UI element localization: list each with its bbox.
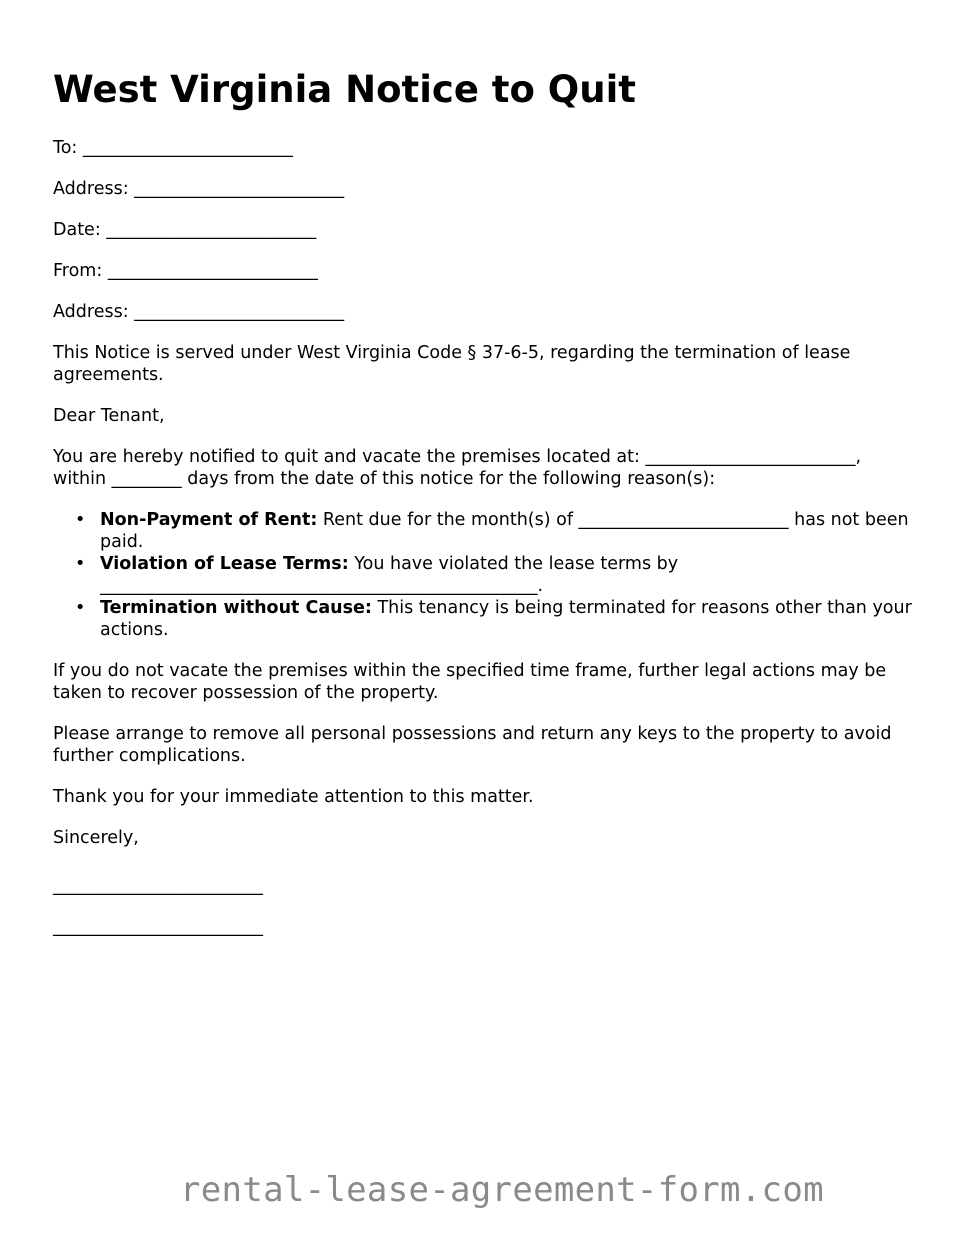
reason-text: Rent due for the month(s) of ________________________ has not been paid.	[100, 510, 909, 552]
reason-non-payment	[75, 509, 913, 553]
date-field: Date: ________________________	[53, 220, 317, 240]
reason-label: Non-Payment of Rent:	[100, 510, 318, 530]
notice-paragraph: You are hereby notified to quit and vacate the premises located at: ________________________, within ________ days from the date of this notice for the following reason(s):	[53, 447, 862, 489]
reason-label: Termination without Cause:	[100, 598, 372, 618]
bullet-icon: •	[75, 510, 86, 530]
bullet-icon: •	[75, 598, 86, 618]
bullet-icon: •	[75, 554, 86, 574]
to-field: To: ________________________	[53, 138, 293, 158]
thanks-paragraph: Thank you for your immediate attention to this matter.	[53, 787, 534, 807]
address-field-sender: Address: ________________________	[53, 302, 345, 322]
greeting: Dear Tenant,	[53, 406, 165, 426]
reason-label: Violation of Lease Terms:	[100, 554, 349, 574]
document-body	[53, 137, 913, 938]
reasons-list	[53, 509, 913, 641]
served-paragraph: This Notice is served under West Virginia Code § 37-6-5, regarding the termination of lease agreements.	[53, 343, 851, 385]
closing: Sincerely,	[53, 828, 139, 848]
document-title: West Virginia Notice to Quit	[53, 68, 636, 111]
reason-text: You have violated the lease terms by __________________________________________________.	[100, 554, 679, 596]
name-line: ________________________	[53, 917, 263, 937]
signature-line: ________________________	[53, 876, 263, 896]
reason-without-cause	[75, 597, 913, 641]
from-field: From: ________________________	[53, 261, 318, 281]
address-field-recipient: Address: ________________________	[53, 179, 345, 199]
legal-action-paragraph: If you do not vacate the premises within the specified time frame, further legal actions may be taken to recover possession of the property.	[53, 661, 887, 703]
watermark: rental-lease-agreement-form.com	[180, 1170, 824, 1210]
reason-text: This tenancy is being terminated for reasons other than your actions.	[100, 598, 912, 640]
arrange-paragraph: Please arrange to remove all personal possessions and return any keys to the property to avoid further complications.	[53, 724, 892, 766]
reason-violation	[75, 553, 913, 597]
